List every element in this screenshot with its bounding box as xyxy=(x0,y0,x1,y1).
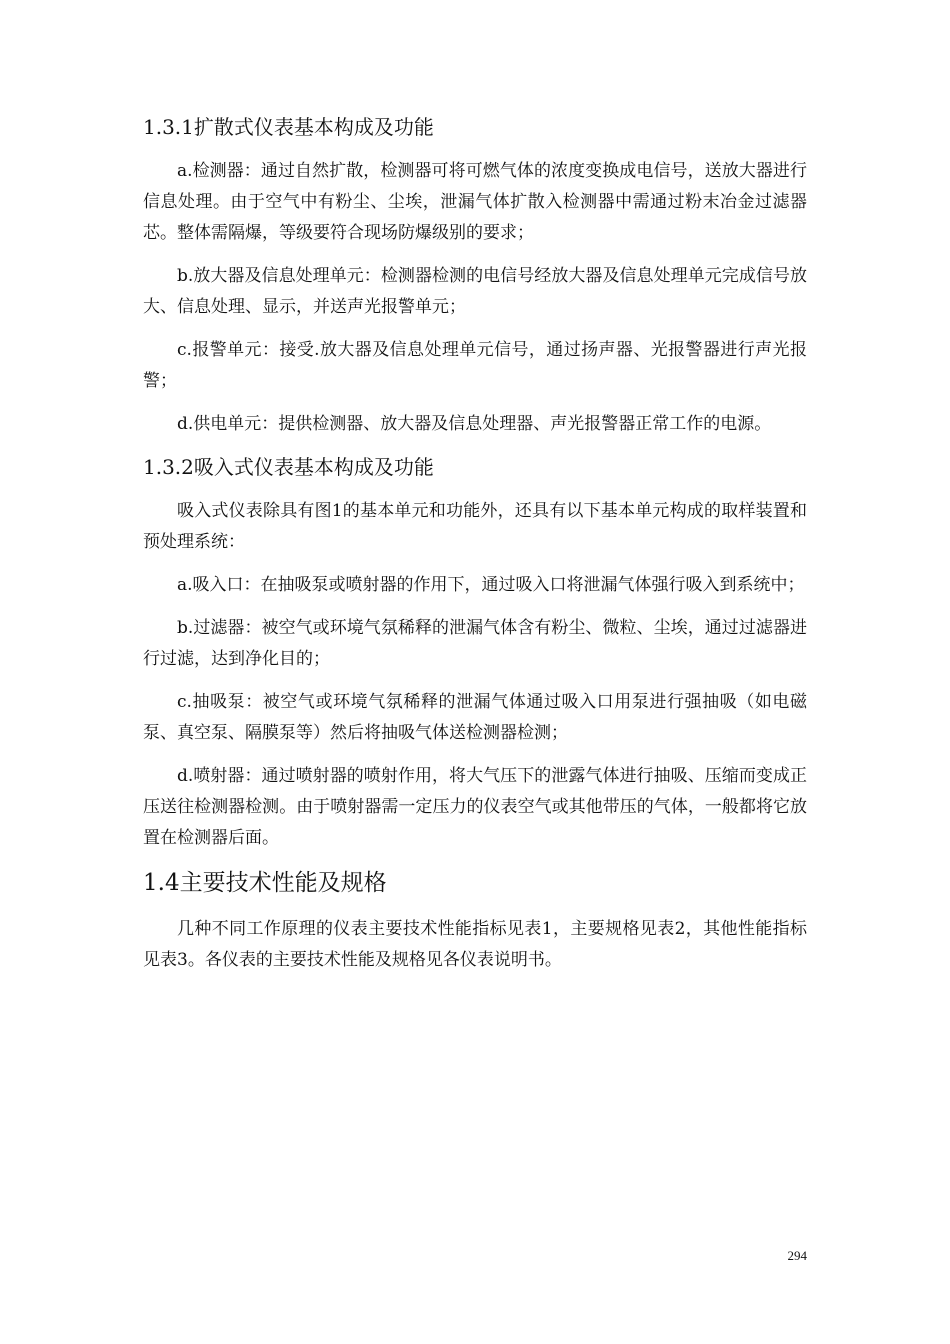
section-heading: 1.3.2吸入式仪表基本构成及功能 xyxy=(143,455,434,479)
section-1-3-2 xyxy=(143,452,807,854)
paragraph: a.检测器：通过自然扩散，检测器可将可燃气体的浓度变换成电信号，送放大器进行信息处理。由于空气中有粉尘、尘埃，泄漏气体扩散入检测器中需通过粉末冶金过滤器芯。整体需隔爆，等级要符合现场防爆级别的要求； xyxy=(143,161,807,243)
paragraph: d.喷射器：通过喷射器的喷射作用，将大气压下的泄露气体进行抽吸、压缩而变成正压送往检测器检测。由于喷射器需一定压力的仪表空气或其他带压的气体，一般都将它放置在检测器后面。 xyxy=(143,766,807,848)
paragraph: d.供电单元：提供检测器、放大器及信息处理器、声光报警器正常工作的电源。 xyxy=(177,414,772,434)
section-heading: 1.4主要技术性能及规格 xyxy=(143,870,387,896)
paragraph: a.吸入口：在抽吸泵或喷射器的作用下，通过吸入口将泄漏气体强行吸入到系统中； xyxy=(177,575,805,595)
paragraph: c.抽吸泵：被空气或环境气氛稀释的泄漏气体通过吸入口用泵进行强抽吸（如电磁泵、真空泵、隔膜泵等）然后将抽吸气体送检测器检测； xyxy=(143,692,807,743)
page-content xyxy=(143,112,807,988)
paragraph: b.过滤器：被空气或环境气氛稀释的泄漏气体含有粉尘、微粒、尘埃，通过过滤器进行过滤，达到净化目的； xyxy=(143,618,807,669)
paragraph: b.放大器及信息处理单元：检测器检测的电信号经放大器及信息处理单元完成信号放大、信息处理、显示，并送声光报警单元； xyxy=(143,266,807,317)
page-number: 294 xyxy=(787,1248,807,1263)
section-heading: 1.3.1扩散式仪表基本构成及功能 xyxy=(143,115,434,139)
section-1-4 xyxy=(143,866,807,976)
paragraph: c.报警单元：接受.放大器及信息处理单元信号，通过扬声器、光报警器进行声光报警； xyxy=(143,340,807,391)
section-1-3-1 xyxy=(143,112,807,440)
paragraph: 吸入式仪表除具有图1的基本单元和功能外，还具有以下基本单元构成的取样装置和预处理系统： xyxy=(143,501,807,552)
paragraph: 几种不同工作原理的仪表主要技术性能指标见表1，主要规格见表2，其他性能指标见表3。各仪表的主要技术性能及规格见各仪表说明书。 xyxy=(143,919,807,970)
